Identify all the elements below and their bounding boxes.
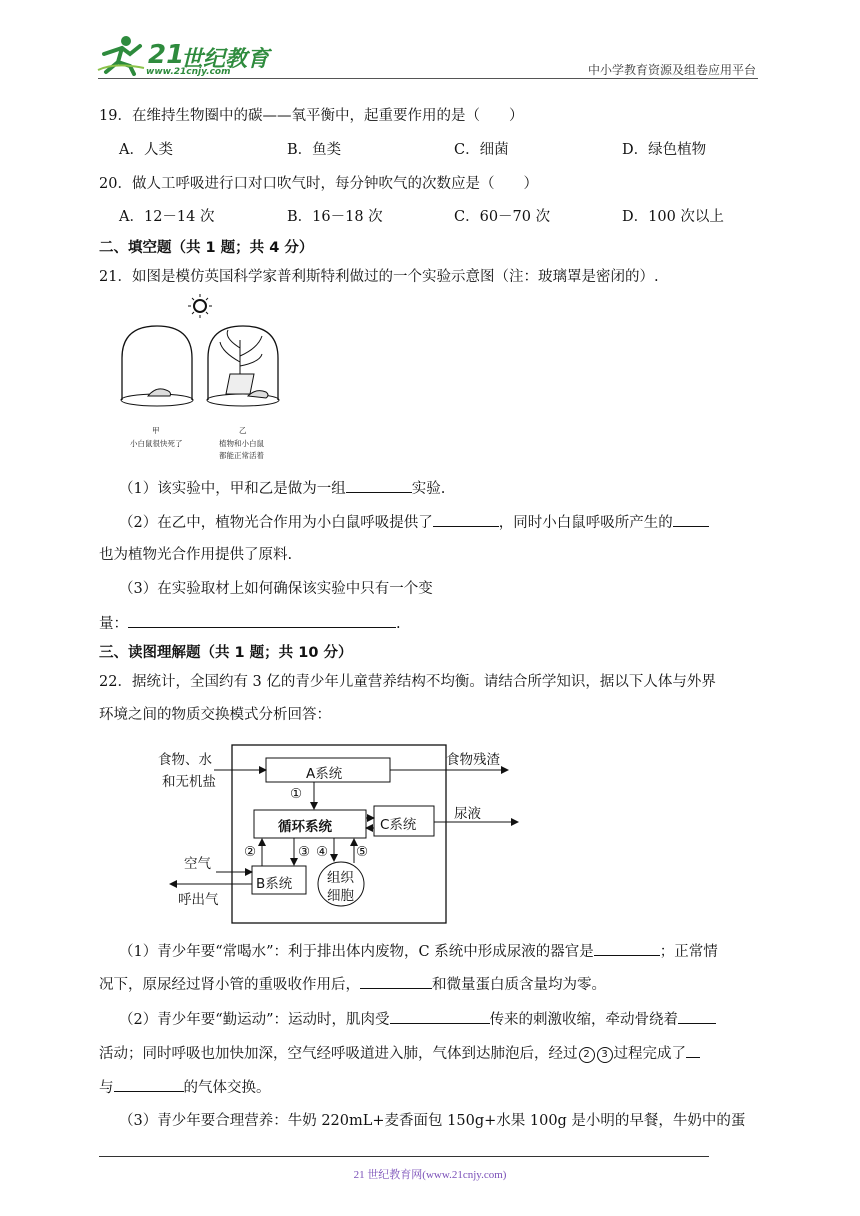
q22-part2-text-f: 的气体交换。: [183, 1080, 271, 1096]
q20-option-c: C．60－70 次: [454, 209, 551, 225]
header: [0, 0, 860, 80]
q21-part2-cont: 也为植物光合作用提供了原料.: [99, 547, 293, 563]
q21-part2: [119, 512, 709, 533]
label-c-system: C系统: [380, 817, 417, 833]
jar-left-label: 甲: [152, 426, 160, 435]
q19-option-c: C．细菌: [454, 142, 509, 158]
q22-part1-text-c: 况下，原尿经过肾小管的重吸收作用后，: [99, 977, 360, 993]
q21-part1: [119, 478, 445, 499]
q22-part2-cont2: [99, 1077, 271, 1098]
q22-part1: [119, 941, 718, 962]
logo-text: 世纪教育: [181, 47, 270, 72]
q22-stem-2: 环境之间的物质交换模式分析回答：: [99, 707, 331, 723]
label-n3: ③: [298, 844, 311, 860]
label-n1: ①: [290, 786, 303, 802]
q21-blank-1[interactable]: [346, 478, 412, 493]
logo-url: www.21cnjy.com: [146, 67, 231, 77]
q19-option-a: A．人类: [119, 142, 173, 158]
header-rule: [98, 78, 758, 79]
q21-stem: 21．如图是模仿英国科学家普利斯特利做过的一个实验示意图（注：玻璃罩是密闭的）.: [99, 269, 659, 285]
q21-part2-text-a: （2）在乙中，植物光合作用为小白鼠呼吸提供了: [119, 515, 433, 531]
label-tissue-2: 细胞: [327, 888, 354, 904]
q22-part1-text-d: 和微量蛋白质含量均为零。: [432, 977, 606, 993]
q22-part1-text-b: ；正常情: [659, 944, 718, 960]
label-b-system: B系统: [256, 876, 293, 892]
q22-part2-text-c: 活动；同时呼吸也加快加深，空气经呼吸道进入肺，气体到达肺泡后，经过: [99, 1046, 578, 1062]
exchange-diagram: [158, 742, 528, 928]
q19-option-d: D．绿色植物: [622, 142, 707, 158]
q22-part2: [119, 1009, 716, 1030]
q21-part3-text-b: 量：: [99, 616, 128, 632]
q21-part3: （3）在实验取材上如何确保该实验中只有一个变: [119, 581, 433, 597]
q22-part2-text-b: 传来的刺激收缩，牵动骨绕着: [489, 1012, 679, 1028]
q22-part2-text-d: 过程完成了: [613, 1046, 686, 1062]
platform-name: 中小学教育资源及组卷应用平台: [587, 63, 756, 77]
sun-icon: [188, 294, 212, 318]
q22-part2-cont: [99, 1043, 700, 1064]
label-exhale: 呼出气: [178, 892, 219, 908]
q21-part3-cont: [99, 613, 401, 634]
q22-part3: （3）青少年要合理营养：牛奶 220mL+麦香面包 150g+水果 100g 是小明的早餐，牛奶中的蛋: [119, 1113, 746, 1129]
section-2-title: 二、填空题（共 1 题；共 4 分）: [99, 240, 314, 256]
jar-right-caption-1: 植物和小白鼠: [219, 439, 264, 448]
q22-part2-text-e: 与: [99, 1080, 114, 1096]
q22-part2-text-a: （2）青少年要“勤运动”：运动时，肌肉受: [119, 1012, 390, 1028]
q22-blank-4[interactable]: [678, 1009, 716, 1024]
logo-number: 21: [148, 40, 185, 70]
label-n2: ②: [244, 844, 257, 860]
label-n4: ④: [316, 844, 329, 860]
section-3-title: 三、读图理解题（共 1 题；共 10 分）: [99, 645, 353, 661]
label-n5: ⑤: [356, 844, 369, 860]
bell-jar-drawing: [112, 292, 282, 422]
label-a-system: A系统: [306, 766, 343, 782]
q21-blank-3[interactable]: [673, 512, 709, 527]
footer-rule: [99, 1156, 709, 1157]
q21-blank-2[interactable]: [433, 512, 499, 527]
q19-option-b: B．鱼类: [287, 142, 342, 158]
jar-left-caption: 小白鼠很快死了: [130, 439, 183, 448]
label-urine: 尿液: [454, 806, 481, 822]
q19-stem: 19．在维持生物圈中的碳——氧平衡中，起重要作用的是（ ）: [99, 108, 524, 124]
q22-blank-5[interactable]: [686, 1043, 700, 1058]
q22-blank-6[interactable]: [114, 1077, 184, 1092]
q20-option-d: D．100 次以上: [622, 209, 724, 225]
q20-stem: 20．做人工呼吸进行口对口吹气时，每分钟吹气的次数应是（ ）: [99, 176, 538, 192]
q22-blank-2[interactable]: [360, 974, 432, 989]
jar-right-label: 乙: [239, 426, 247, 435]
q22-part1-text-a: （1）青少年要“常喝水”：利于排出体内废物，C 系统中形成尿液的器官是: [119, 944, 594, 960]
label-air: 空气: [184, 856, 211, 872]
q22-circle-3: 3: [597, 1047, 613, 1063]
footer-text: 21 世纪教育网(www.21cnjy.com): [353, 1169, 507, 1181]
label-residue: 食物残渣: [446, 752, 500, 768]
q22-blank-1[interactable]: [594, 941, 660, 956]
q22-blank-3[interactable]: [390, 1009, 490, 1024]
q21-part3-text-c: .: [396, 616, 401, 632]
runner-logo-icon: [96, 34, 148, 76]
q20-option-a: A．12－14 次: [119, 209, 215, 225]
q21-part2-text-b: ，同时小白鼠呼吸所产生的: [498, 515, 673, 531]
q21-blank-4[interactable]: [128, 613, 396, 628]
q22-part1-cont: [99, 974, 606, 995]
q21-part1-text-b: 实验.: [411, 481, 446, 497]
q20-option-b: B．16－18 次: [287, 209, 383, 225]
label-tissue-1: 组织: [327, 870, 354, 886]
q21-part1-text-a: （1）该实验中，甲和乙是做为一组: [119, 481, 346, 497]
label-food-2: 和无机盐: [162, 774, 216, 790]
bell-jar-figure: [112, 292, 282, 472]
label-circulation-system: 循环系统: [278, 819, 332, 835]
jar-right-caption-2: 都能正常活着: [219, 451, 264, 460]
q22-stem-1: 22．据统计，全国约有 3 亿的青少年儿童营养结构不均衡。请结合所学知识，据以下人体与外界: [99, 674, 716, 690]
q22-circle-2: 2: [579, 1047, 595, 1063]
label-food-1: 食物、水: [158, 752, 212, 768]
